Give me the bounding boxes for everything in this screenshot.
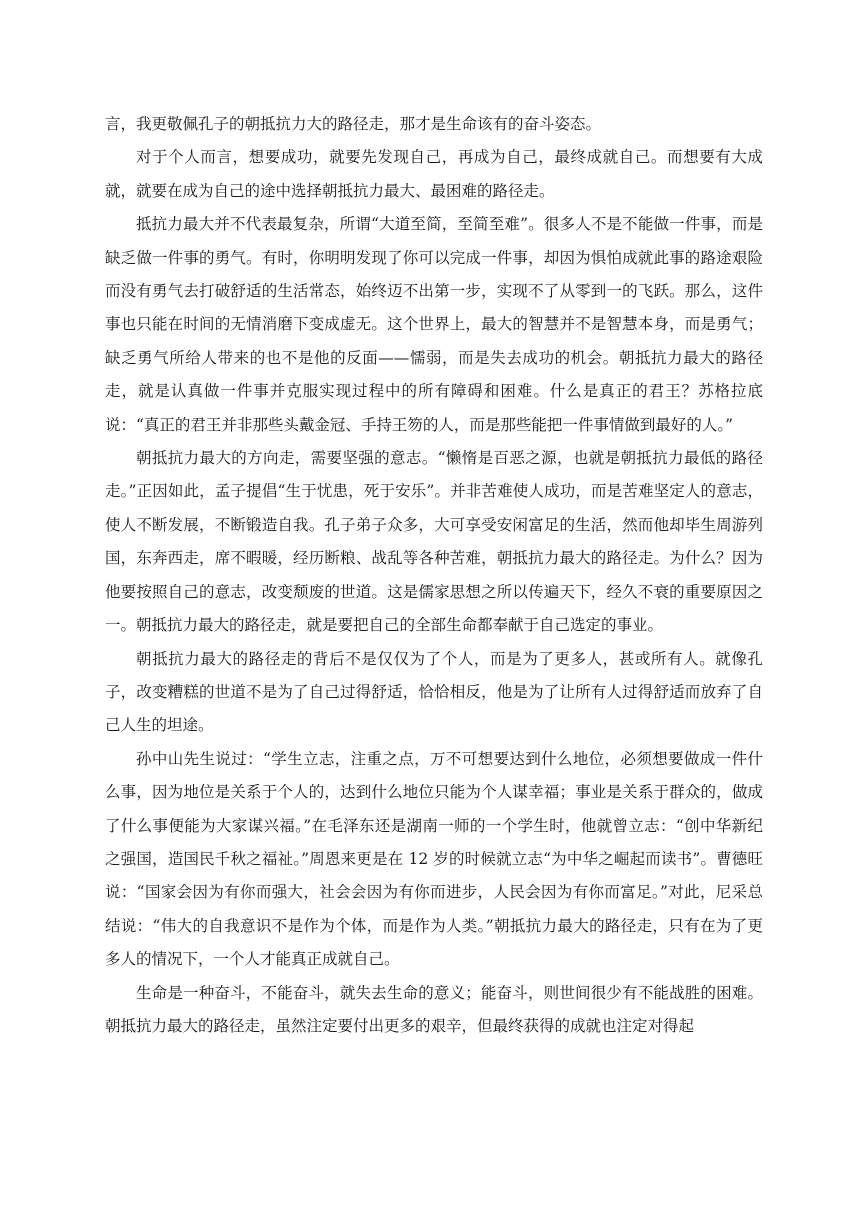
paragraph-conclusion: 生命是一种奋斗，不能奋斗，就失去生命的意义；能奋斗，则世间很少有不能战胜的困难。朝抵抗力最大的路径走，虽然注定要付出更多的艰辛，但最终获得的成就也注定对得起 — [105, 983, 763, 1035]
paragraph-willpower: 朝抵抗力最大的方向走，需要坚强的意志。“懒惰是百恶之源，也就是朝抵抗力最低的路径走。”正因如此，孟子提倡“生于忧患，死于安乐”。并非苦难使人成功，而是苦难坚定人的意志，使人不断发展，不断锻造自我。孔子弟子众多，大可享受安闲富足的生活，然而他却毕生周游列国，东奔西走，席不暇暖，经历断粮、战乱等各种苦难，朝抵抗力最大的路径走。为什么？因为他要按照自己的意志，改变颓废的世道。这是儒家思想之所以传遍天下，经久不衰的重要原因之一。朝抵抗力最大的路径走，就是要把自己的全部生命都奉献于自己选定的事业。 — [105, 449, 763, 635]
paragraph-continuation: 言，我更敬佩孔子的朝抵抗力大的路径走，那才是生命该有的奋斗姿态。 — [105, 115, 602, 133]
paragraph-for-others: 朝抵抗力最大的路径走的背后不是仅仅为了个人，而是为了更多人，甚或所有人。就像孔子，改变糟糕的世道不是为了自己过得舒适，恰恰相反，他是为了让所有人过得舒适而放弃了自己人生的坦途。 — [105, 649, 763, 735]
essay-body — [105, 108, 763, 1043]
paragraph-courage: 抵抗力最大并不代表最复杂，所谓“大道至简，至简至难”。很多人不是不能做一件事，而是缺乏做一件事的勇气。有时，你明明发现了你可以完成一件事，却因为惧怕成就此事的路途艰险而没有勇气去打破舒适的生活常态，始终迈不出第一步，实现不了从零到一的飞跃。那么，这件事也只能在时间的无情消磨下变成虚无。这个世界上，最大的智慧并不是智慧本身，而是勇气；缺乏勇气所给人带来的也不是他的反面——懦弱，而是失去成功的机会。朝抵抗力最大的路径走，就是认真做一件事并克服实现过程中的所有障碍和困难。什么是真正的君王？苏格拉底说：“真正的君王并非那些头戴金冠、手持王笏的人，而是那些能把一件事情做到最好的人。” — [105, 215, 763, 434]
paragraph-personal-success: 对于个人而言，想要成功，就要先发现自己，再成为自己，最终成就自己。而想要有大成就，就要在成为自己的途中选择朝抵抗力最大、最困难的路径走。 — [105, 148, 763, 200]
paragraph-quotes: 孙中山先生说过：“学生立志，注重之点，万不可想要达到什么地位，必须想要做成一件什么事，因为地位是关系于个人的，达到什么地位只能为个人谋幸福；事业是关系于群众的，做成了什么事便能为大家谋兴福。”在毛泽东还是湖南一师的一个学生时，他就曾立志：“创中华新纪之强国，造国民千秋之福祉。”周恩来更是在 12 岁的时候就立志“为中华之崛起而读书”。曹德旺说：“国家会因为有你而强大，社会会因为有你而进步，人民会因为有你而富足。”对此，尼采总结说：“伟大的自我意识不是作为个体，而是作为人类。”朝抵抗力最大的路径走，只有在为了更多人的情况下，一个人才能真正成就自己。 — [105, 749, 763, 969]
